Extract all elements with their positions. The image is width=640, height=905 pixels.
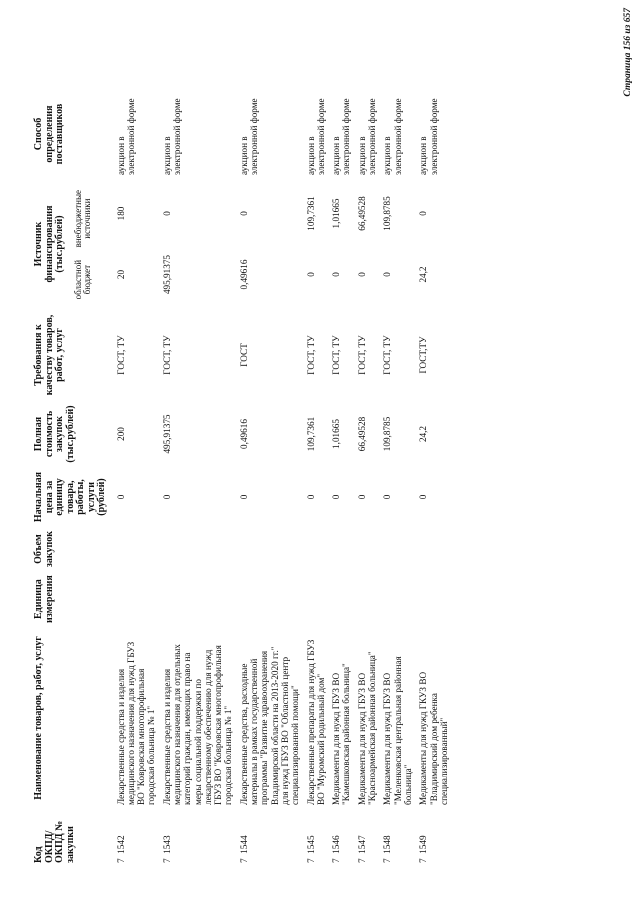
row-finance	[114, 179, 160, 309]
row-unit	[304, 571, 330, 627]
row-unit	[355, 571, 381, 627]
row-code-okpd: 7	[331, 858, 342, 863]
row-code	[329, 809, 355, 867]
row-requirements: ГОСТ, ТУ	[115, 335, 126, 375]
header-finance-regional: областной бюджет	[72, 259, 92, 300]
row-finance-extra: 0	[238, 211, 249, 216]
row-finance-extra: 1,01665	[331, 198, 342, 229]
row-finance-regional: 0,49616	[238, 259, 249, 290]
row-name: Медикаменты для нужд ГБУЗ ВО "Красноармейская районная больница"	[356, 651, 378, 805]
row-finance-extra: 0	[161, 211, 172, 216]
row-total: 24,2	[418, 425, 429, 443]
row-requirements: ГОСТ, ТУ	[305, 335, 316, 375]
row-finance	[355, 179, 381, 309]
row-finance-regional: 495,91375	[161, 254, 172, 295]
header-finance-subcolumns	[74, 183, 93, 305]
row-price: 0	[418, 494, 429, 500]
row-volume	[160, 527, 237, 571]
row-finance-regional: 24,2	[418, 266, 429, 283]
row-requirements: ГОСТ, ТУ	[161, 335, 172, 375]
row-total: 109,8785	[382, 416, 393, 452]
table-row	[304, 89, 330, 867]
row-finance-regional: 0	[331, 272, 342, 277]
row-total: 66,49528	[356, 416, 367, 452]
row-code-okpd: 7	[382, 858, 393, 863]
row-price: 0	[161, 494, 172, 500]
row-method: аукцион в электронной форме	[115, 98, 136, 175]
header-price: Начальная цена за единицу товара, работы, услуги (рублей)	[33, 471, 107, 523]
row-finance-regional: 0	[305, 272, 316, 277]
row-code	[380, 809, 416, 867]
row-purchase-number: 1543	[161, 835, 172, 854]
row-finance	[380, 179, 416, 309]
row-total: 1,01665	[331, 419, 342, 449]
row-method: аукцион в электронной форме	[305, 98, 326, 175]
row-name: Медикаменты для нужд ГКУЗ ВО "Владимирский дом ребенка специализированный"	[418, 671, 449, 805]
row-finance-extra: 0	[418, 211, 429, 216]
row-total: 0,49616	[238, 419, 249, 449]
table-row	[237, 89, 304, 867]
row-code-okpd: 7	[418, 858, 429, 863]
row-code-okpd: 7	[238, 858, 249, 863]
row-code	[304, 809, 330, 867]
row-purchase-number: 1545	[305, 835, 316, 854]
row-purchase-number: 1548	[382, 835, 393, 854]
header-requirements: Требования к качеству товаров, работ, услуг	[33, 314, 65, 396]
row-name: Лекарственные препараты для нужд ГБУЗ ВО "Муромский родильный дом"	[305, 639, 326, 805]
row-code	[355, 809, 381, 867]
row-price: 0	[356, 494, 367, 500]
row-requirements: ГОСТ,ТУ	[418, 336, 429, 374]
row-unit	[237, 571, 304, 627]
row-volume	[355, 527, 381, 571]
row-total: 495,91375	[161, 414, 172, 454]
row-method: аукцион в электронной форме	[382, 98, 403, 175]
row-price: 0	[382, 494, 393, 500]
row-volume	[237, 527, 304, 571]
row-volume	[380, 527, 416, 571]
page-number: Страница 156 из 657	[623, 8, 633, 97]
row-finance-values	[418, 183, 428, 305]
row-requirements: ГОСТ, ТУ	[382, 335, 393, 375]
row-finance-values	[116, 183, 126, 305]
row-finance	[416, 179, 452, 309]
row-method: аукцион в электронной форме	[418, 98, 439, 175]
header-finance-extra: внебюджетные источники	[72, 189, 92, 248]
row-method: аукцион в электронной форме	[238, 98, 260, 175]
row-code	[416, 809, 452, 867]
header-name: Наименование товаров, работ, услуг	[33, 636, 44, 800]
header-method: Способ определения поставщиков	[33, 103, 65, 165]
row-unit	[416, 571, 452, 627]
row-volume	[304, 527, 330, 571]
row-volume	[416, 527, 452, 571]
row-name: Медикаменты для нужд ГБУЗ ВО "Меленковская центральная районная больница"	[382, 656, 413, 805]
row-purchase-number: 1544	[238, 835, 249, 854]
row-finance	[237, 179, 304, 309]
row-method: аукцион в электронной форме	[331, 98, 352, 175]
row-method: аукцион в электронной форме	[161, 98, 182, 175]
header-total: Полная стоимость закупок (тыс.рублей)	[33, 405, 76, 463]
row-finance-extra: 180	[115, 206, 126, 221]
row-finance-values	[382, 183, 392, 305]
row-code	[237, 809, 304, 867]
row-code-okpd: 7	[356, 858, 367, 863]
row-price: 0	[305, 494, 316, 500]
row-finance	[329, 179, 355, 309]
header-code: Код ОКПД/ ОКПД № закупки	[33, 820, 76, 863]
table-row	[380, 89, 416, 867]
table-row	[355, 89, 381, 867]
row-finance	[160, 179, 237, 309]
table-row	[416, 89, 452, 867]
table-header-row	[34, 89, 114, 867]
row-finance-extra: 66,49528	[356, 196, 367, 231]
row-finance-values	[239, 183, 249, 305]
row-finance-regional: 0	[382, 272, 393, 277]
row-purchase-number: 1546	[331, 835, 342, 854]
row-name: Медикаменты для нужд ГБУЗ ВО "Камешковская районная больница"	[331, 663, 352, 805]
row-requirements: ГОСТ	[238, 343, 249, 367]
row-price: 0	[238, 494, 249, 500]
header-finance	[34, 179, 114, 309]
row-total: 109,7361	[305, 416, 316, 452]
row-code-okpd: 7	[115, 858, 126, 863]
row-finance	[304, 179, 330, 309]
row-finance-regional: 20	[115, 269, 126, 280]
table-row	[329, 89, 355, 867]
row-unit	[380, 571, 416, 627]
row-finance-values	[162, 183, 172, 305]
row-name: Лекарственные средства и изделия медицинского назначения для отдельных категорий граждан, имеющих право на меры социальной поддержки по лекарственному обеспечению для нужд ГБУЗ ВО "Ковровская многопрофильная городская больница № 1"	[161, 644, 234, 805]
row-total: 200	[115, 427, 126, 441]
row-finance-regional: 0	[356, 272, 367, 277]
row-finance-extra: 109,8785	[382, 196, 393, 231]
row-code	[160, 809, 237, 867]
table-row	[114, 89, 160, 867]
row-requirements: ГОСТ, ТУ	[356, 335, 367, 375]
row-name: Лекарственные средства и изделия медицинского назначения для нужд ГБУЗ ВО "Ковровская многопрофильная городская больница № 1"	[115, 641, 157, 805]
header-volume: Объем закупок	[33, 531, 55, 568]
row-code-okpd: 7	[161, 858, 172, 863]
row-method: аукцион в электронной форме	[356, 98, 378, 175]
row-unit	[114, 571, 160, 627]
procurement-table	[34, 89, 452, 867]
row-volume	[114, 527, 160, 571]
row-price: 0	[115, 494, 126, 500]
row-unit	[160, 571, 237, 627]
row-finance-values	[357, 183, 367, 305]
row-unit	[329, 571, 355, 627]
row-code-okpd: 7	[305, 858, 316, 863]
row-name: Лекарственные средства, расходные материалы в рамках государственной программы "Развитие здравоохранения Владимирской области на 2013-2020 гг." для нужд ГБУЗ ВО "Областной центр специализированной помощи"	[238, 646, 301, 805]
row-volume	[329, 527, 355, 571]
row-finance-values	[331, 183, 341, 305]
row-requirements: ГОСТ, ТУ	[331, 335, 342, 375]
row-finance-extra: 109,7361	[305, 196, 316, 231]
row-purchase-number: 1547	[356, 835, 367, 854]
table-row	[160, 89, 237, 867]
row-code	[114, 809, 160, 867]
row-price: 0	[331, 494, 342, 500]
row-finance-values	[306, 183, 316, 305]
row-purchase-number: 1549	[418, 835, 429, 854]
row-purchase-number: 1542	[115, 835, 126, 854]
header-finance-title: Источник финансирования (тыс.рублей)	[33, 205, 65, 283]
header-unit: Единица измерения	[33, 575, 55, 623]
